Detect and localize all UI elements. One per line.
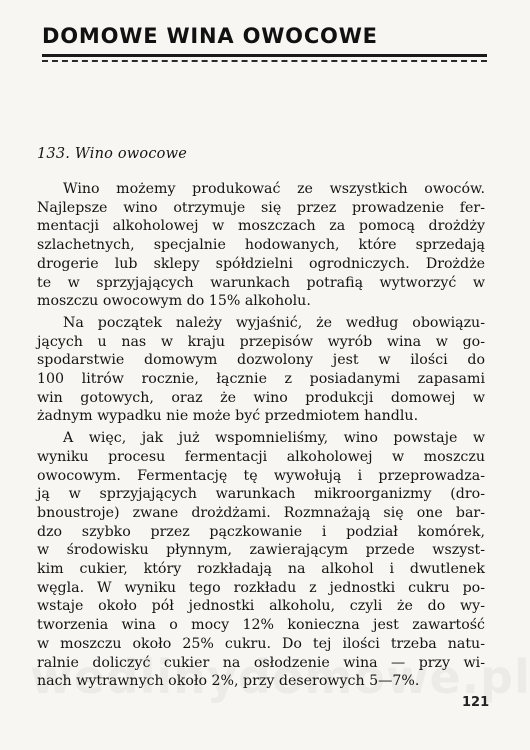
text-line: szlachetnych, specjalnie hodowanych, które sprzedają xyxy=(37,237,485,254)
body-text xyxy=(37,180,485,694)
paragraph xyxy=(37,314,485,426)
text-line: wstaje około pół jednostki alkoholu, czyli że do wy- xyxy=(37,598,485,615)
text-line: tworzenia wina o mocy 12% konieczna jest zawartość xyxy=(37,617,485,634)
text-line: Na początek należy wyjaśnić, że według obowiązu- xyxy=(63,314,485,331)
text-line: ralnie doliczyć cukier na osłodzenie wina — przy wi- xyxy=(37,654,485,671)
text-line: w środowisku płynnym, zawierającym przede wszyst- xyxy=(37,542,485,559)
text-line: jących u nas w kraju przepisów wyrób wina w go- xyxy=(37,333,485,350)
text-line: żadnym wypadku nie może być przedmiotem handlu. xyxy=(37,408,419,425)
text-line: Wino możemy produkować ze wszystkich owoców. xyxy=(63,181,485,197)
text-line: dzo szybko przez pączkowanie i podział komórek, xyxy=(37,523,485,540)
text-line: spodarstwie domowym dozwolony jest w ilości do xyxy=(37,352,485,369)
text-line: moszczu owocowym do 15% alkoholu. xyxy=(37,293,311,310)
paragraph xyxy=(37,429,485,691)
text-line: ją w sprzyjających warunkach mikroorganizmy (dro- xyxy=(37,486,485,503)
header-rule xyxy=(42,54,487,57)
text-line: wyniku procesu fermentacji alkoholowej w moszczu xyxy=(37,448,485,465)
running-header-title: DOMOWE WINA OWOCOWE xyxy=(42,24,378,48)
text-line: bnoustroje) zwane drożdżami. Rozmnażają się one bar- xyxy=(37,504,485,521)
text-line: drogerie lub sklepy spółdzielni ogrodniczych. Drożdże xyxy=(37,255,485,272)
text-line: te w sprzyjających warunkach potrafią wytworzyć w xyxy=(37,274,485,291)
page-number: 121 xyxy=(462,695,490,710)
text-line: kim cukier, który rozkładają na alkohol i dwutlenek xyxy=(37,561,485,578)
page-header xyxy=(42,22,504,62)
section-title: 133. Wino owocowe xyxy=(37,146,187,162)
text-line: nach wytrawnych około 2%, przy deserowych 5—7%. xyxy=(37,673,420,690)
text-line: A więc, jak już wspomnieliśmy, wino powstaje w xyxy=(63,430,485,447)
text-line: w moszczu około 25% cukru. Do tej ilości trzeba natu- xyxy=(37,635,485,652)
header-rule-dashed xyxy=(42,60,487,62)
text-line: win gotowych, oraz że wino produkcji domowej w xyxy=(37,389,485,406)
text-line: Najlepsze wino otrzymuje się przez prowadzenie fer- xyxy=(37,199,485,216)
text-line: mentacji alkoholowej w moszczach za pomocą drożdży xyxy=(37,218,485,235)
text-line: węgla. W wyniku tego rozkładu z jednostki cukru po- xyxy=(37,579,485,596)
text-line: 100 litrów rocznie, łącznie z posiadanymi zapasami xyxy=(37,371,485,388)
paragraph xyxy=(37,180,485,311)
text-line: owocowym. Fermentację tę wywołują i przeprowadza- xyxy=(37,467,485,484)
